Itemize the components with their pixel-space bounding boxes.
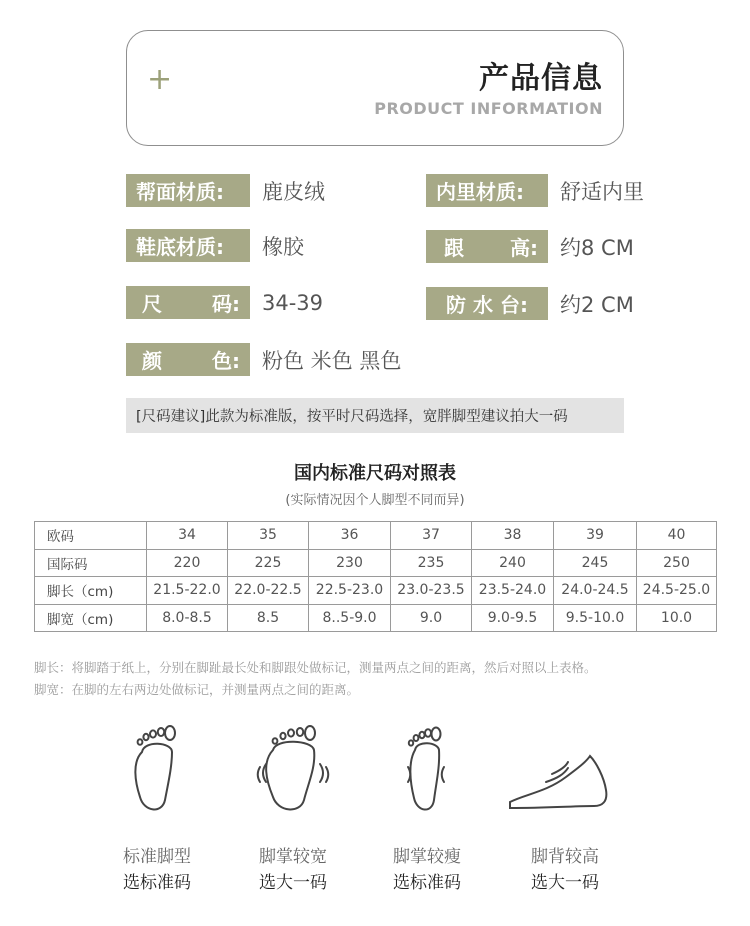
spec-label: [126, 229, 250, 262]
foot-type-label: 脚背较高: [531, 847, 599, 867]
row-header: 脚宽（cm): [35, 604, 147, 632]
table-cell: 39: [554, 522, 637, 550]
spec-label-text: 色:: [212, 349, 240, 373]
table-cell: 36: [309, 522, 391, 550]
table-cell: 22.5-23.0: [309, 577, 391, 605]
spec-value: 舒适内里: [560, 179, 644, 204]
table-cell: 9.0: [391, 604, 472, 632]
table-cell: 35: [228, 522, 309, 550]
foot-type-label: 脚掌较瘦: [393, 847, 461, 867]
spec-platform: [426, 287, 634, 320]
size-table-subtitle: (实际情况因个人脚型不同而异): [285, 493, 465, 508]
table-cell: 23.5-24.0: [472, 577, 554, 605]
table-cell: 8.5: [228, 604, 309, 632]
high-instep-foot-icon: [506, 722, 616, 822]
spec-size: [126, 286, 323, 319]
foot-type-label: 脚掌较宽: [259, 847, 327, 867]
wide-foot-icon: [238, 722, 348, 822]
table-cell: 9.5-10.0: [554, 604, 637, 632]
page-subtitle: PRODUCT INFORMATION: [374, 99, 603, 118]
row-header: 欧码: [35, 522, 147, 550]
spec-label: [426, 174, 548, 207]
spec-label-text: 防 水 台:: [446, 293, 528, 317]
narrow-foot-icon: [372, 722, 482, 822]
spec-label-text: 鞋底材质:: [136, 235, 224, 259]
table-cell: 34: [147, 522, 228, 550]
table-cell: 23.0-23.5: [391, 577, 472, 605]
page-title: 产品信息: [479, 61, 603, 96]
size-advice-banner: [126, 398, 624, 433]
table-cell: 22.0-22.5: [228, 577, 309, 605]
spec-upper: [126, 174, 325, 207]
spec-value: 约2 CM: [560, 292, 634, 317]
foot-type-label: 标准脚型: [123, 847, 191, 867]
table-row: [35, 522, 717, 550]
foot-advice-label: 选大一码: [259, 873, 327, 893]
table-cell: 24.5-25.0: [637, 577, 717, 605]
table-cell: 225: [228, 549, 309, 577]
spec-value: 橡胶: [262, 234, 304, 259]
row-header: 脚长（cm): [35, 577, 147, 605]
spec-label: [126, 286, 250, 319]
spec-sole: [126, 229, 304, 262]
plus-icon: +: [147, 62, 173, 97]
table-cell: 37: [391, 522, 472, 550]
table-cell: 9.0-9.5: [472, 604, 554, 632]
spec-value: 粉色 米色 黑色: [262, 348, 402, 373]
size-advice-text: [尺码建议]此款为标准版，按平时尺码选择，宽胖脚型建议拍大一码: [136, 409, 568, 425]
spec-label-text: 码:: [212, 292, 240, 316]
row-header: 国际码: [35, 549, 147, 577]
foot-length-note: 脚长：将脚踏于纸上，分别在脚趾最长处和脚跟处做标记，测量两点之间的距离，然后对照以上表格。: [34, 660, 597, 675]
table-cell: 250: [637, 549, 717, 577]
table-cell: 40: [637, 522, 717, 550]
spec-color: [126, 343, 401, 376]
spec-label-text: 颜: [142, 349, 162, 373]
spec-heel: [426, 230, 634, 263]
spec-label: [426, 287, 548, 320]
spec-value: 34-39: [262, 290, 324, 315]
table-cell: 24.0-24.5: [554, 577, 637, 605]
spec-value: 约8 CM: [560, 235, 634, 260]
spec-label-text: 跟: [444, 236, 464, 260]
table-cell: 38: [472, 522, 554, 550]
foot-advice-label: 选大一码: [531, 873, 599, 893]
spec-label-text: 尺: [142, 292, 162, 316]
foot-advice-label: 选标准码: [393, 873, 461, 893]
table-row: [35, 577, 717, 605]
spec-lining: [426, 174, 644, 207]
header-card: [126, 30, 624, 146]
table-cell: 8..5-9.0: [309, 604, 391, 632]
table-cell: 240: [472, 549, 554, 577]
table-cell: 235: [391, 549, 472, 577]
foot-width-note: 脚宽：在脚的左右两边处做标记，并测量两点之间的距离。: [34, 682, 360, 697]
size-chart-table: [34, 521, 717, 632]
table-cell: 230: [309, 549, 391, 577]
size-table-title: 国内标准尺码对照表: [294, 463, 456, 484]
foot-advice-label: 选标准码: [123, 873, 191, 893]
table-row: [35, 549, 717, 577]
spec-label: [426, 230, 548, 263]
table-cell: 8.0-8.5: [147, 604, 228, 632]
spec-label-text: 高:: [510, 236, 538, 260]
table-cell: 21.5-22.0: [147, 577, 228, 605]
spec-label: [126, 343, 250, 376]
table-cell: 245: [554, 549, 637, 577]
table-cell: 220: [147, 549, 228, 577]
spec-label-text: 帮面材质:: [136, 180, 224, 204]
spec-value: 鹿皮绒: [262, 179, 325, 204]
spec-label-text: 内里材质:: [436, 180, 524, 204]
standard-foot-icon: [102, 722, 212, 822]
table-cell: 10.0: [637, 604, 717, 632]
table-row: [35, 604, 717, 632]
spec-label: [126, 174, 250, 207]
